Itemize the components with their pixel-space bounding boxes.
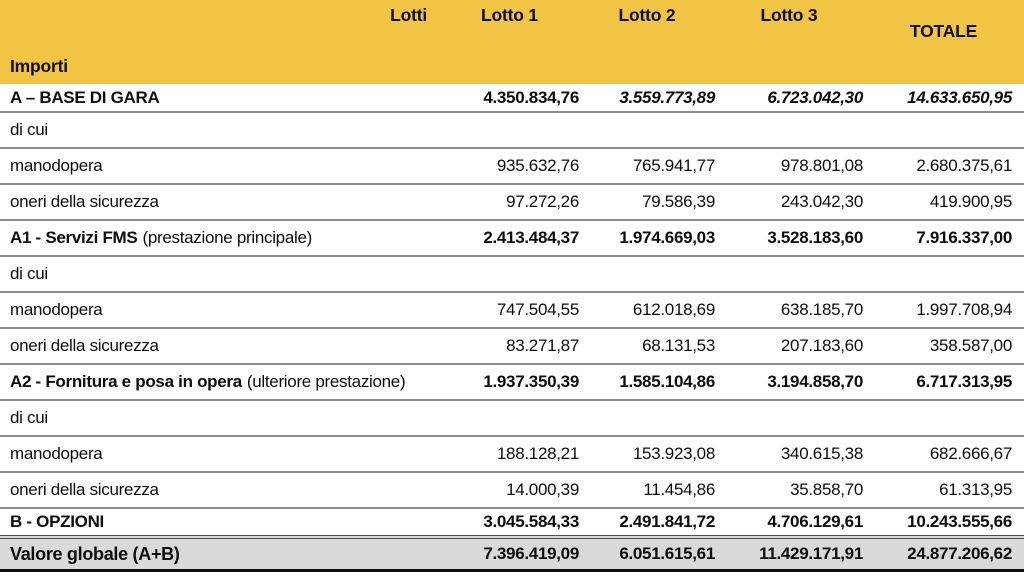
row-label-text: oneri della sicurezza (10, 480, 159, 499)
value-cell: 682.666,67 (929, 444, 1012, 463)
column-header-totale: TOTALE (909, 21, 978, 41)
value-cell: 2.491.841,72 (619, 512, 715, 531)
row-label (0, 88, 440, 108)
table-row (0, 363, 1024, 399)
value-cell: 14.000,39 (506, 480, 579, 499)
row-label (0, 372, 440, 392)
row-label-text: di cui (10, 264, 48, 283)
value-cell: 11.454,86 (643, 480, 715, 499)
row-label-text: manodopera (10, 300, 103, 319)
row-label-text: oneri della sicurezza (10, 192, 159, 211)
table-row (0, 147, 1024, 183)
value-cell: 243.042,30 (780, 192, 863, 211)
value-cell: 3.045.584,33 (483, 512, 579, 531)
value-cell: 1.585.104,86 (619, 372, 715, 391)
value-cell: 978.801,08 (780, 156, 863, 175)
table-header (0, 0, 1024, 84)
value-cell: 6.723.042,30 (767, 87, 863, 107)
value-cell: 419.900,95 (929, 192, 1012, 211)
columns-axis-label: Lotti (390, 5, 427, 25)
row-label-text: di cui (10, 408, 48, 427)
value-cell: 1.997.708,94 (916, 300, 1012, 319)
table-row (0, 399, 1024, 435)
value-cell: 7.916.337,00 (916, 228, 1012, 247)
table-row (0, 183, 1024, 219)
rows-axis-label: Importi (10, 56, 68, 76)
value-cell: 935.632,76 (496, 156, 579, 175)
row-label-text: oneri della sicurezza (10, 336, 159, 355)
value-cell: 3.194.858,70 (767, 372, 863, 391)
value-cell: 2.413.484,37 (483, 228, 579, 247)
table-row (0, 327, 1024, 363)
row-label-note: (prestazione principale) (142, 228, 312, 247)
value-cell: 10.243.555,66 (907, 512, 1012, 531)
row-label-text: B - OPZIONI (10, 512, 104, 531)
table-row (0, 535, 1024, 569)
value-cell: 153.923,08 (632, 444, 715, 463)
value-cell: 6.051.615,61 (619, 544, 715, 563)
table-row (0, 435, 1024, 471)
value-cell: 1.937.350,39 (483, 372, 579, 391)
row-label (0, 120, 440, 140)
column-header-lotto-3: Lotto 3 (760, 5, 818, 25)
row-label-text: di cui (10, 120, 48, 139)
value-cell: 2.680.375,61 (916, 156, 1012, 175)
value-cell: 4.350.834,76 (483, 87, 579, 107)
row-label (0, 408, 440, 428)
row-label (0, 480, 440, 500)
value-cell: 61.313,95 (939, 480, 1012, 499)
value-cell: 7.396.419,09 (483, 544, 579, 563)
row-label (0, 228, 440, 248)
value-cell: 35.858,70 (790, 480, 863, 499)
value-cell: 612.018,69 (632, 300, 715, 319)
value-cell: 14.633.650,95 (907, 87, 1012, 107)
value-cell: 79.586,39 (642, 192, 715, 211)
row-label-note: (ulteriore prestazione) (246, 372, 406, 391)
row-label (0, 444, 440, 464)
row-label (0, 336, 440, 356)
value-cell: 207.183,60 (780, 336, 863, 355)
row-label (0, 512, 440, 532)
value-cell: 3.559.773,89 (619, 87, 715, 107)
row-label (0, 264, 440, 284)
row-label-text: manodopera (10, 444, 103, 463)
column-header-lotto-1: Lotto 1 (481, 5, 538, 25)
row-label-text: A – BASE DI GARA (10, 87, 160, 107)
header-corner-cell (0, 0, 440, 84)
value-cell: 4.706.129,61 (767, 512, 863, 531)
table-body (0, 84, 1024, 569)
column-header-lotto-2: Lotto 2 (618, 5, 676, 25)
row-label (0, 300, 440, 320)
value-cell: 747.504,55 (496, 300, 579, 319)
table-row (0, 255, 1024, 291)
row-label (0, 156, 440, 176)
value-cell: 1.974.669,03 (619, 228, 715, 247)
value-cell: 11.429.171,91 (759, 544, 863, 563)
table-row (0, 471, 1024, 507)
table-row (0, 84, 1024, 111)
value-cell: 358.587,00 (929, 336, 1012, 355)
value-cell: 24.877.206,62 (907, 544, 1012, 563)
table-row (0, 111, 1024, 147)
row-label (0, 544, 440, 565)
row-label-text: A1 - Servizi FMS (10, 228, 138, 247)
value-cell: 68.131,53 (642, 336, 715, 355)
table-row (0, 219, 1024, 255)
row-label-text: Valore globale (A+B) (10, 543, 180, 564)
table-row (0, 291, 1024, 327)
value-cell: 638.185,70 (780, 300, 863, 319)
value-cell: 340.615,38 (780, 444, 863, 463)
value-cell: 83.271,87 (506, 336, 579, 355)
row-label-text: A2 - Fornitura e posa in opera (10, 372, 242, 391)
table-row (0, 507, 1024, 535)
row-label (0, 192, 440, 212)
value-cell: 188.128,21 (496, 444, 579, 463)
row-label-text: manodopera (10, 156, 103, 175)
value-cell: 3.528.183,60 (767, 228, 863, 247)
value-cell: 6.717.313,95 (916, 372, 1012, 391)
value-cell: 97.272,26 (506, 192, 579, 211)
value-cell: 765.941,77 (632, 156, 715, 175)
